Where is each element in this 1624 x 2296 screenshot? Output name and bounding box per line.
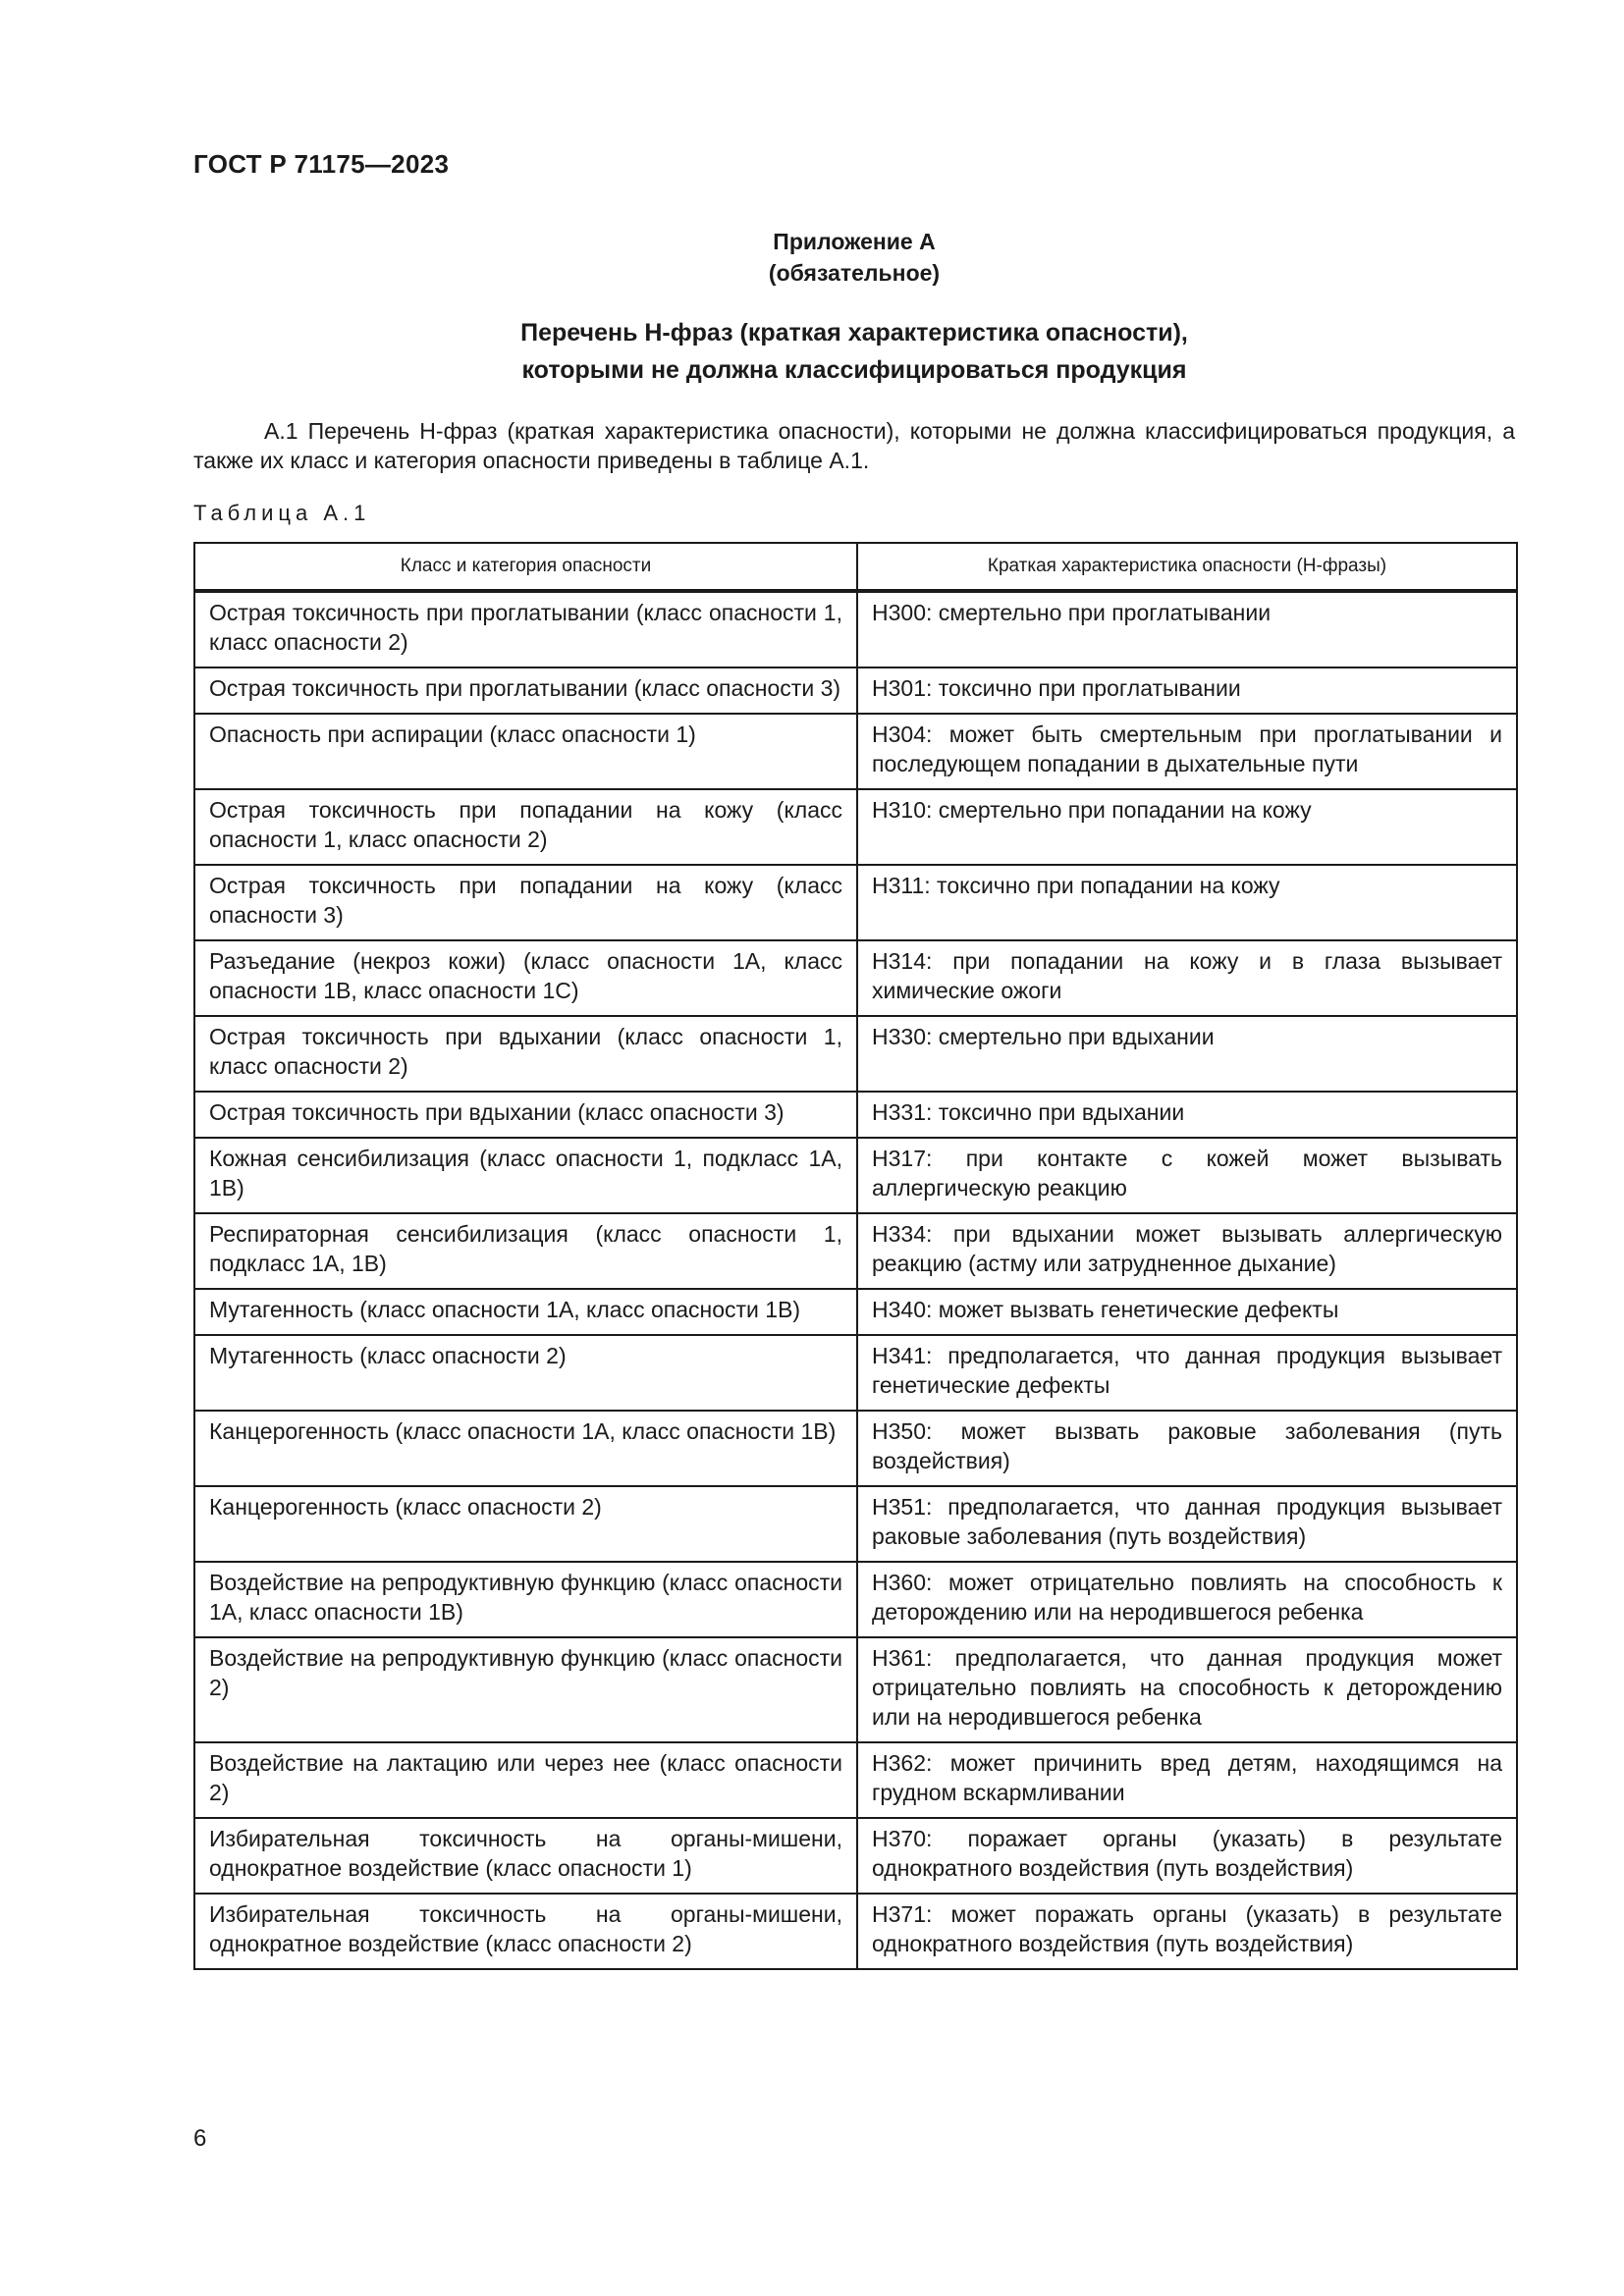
table-row — [194, 1637, 1517, 1742]
table-row — [194, 1742, 1517, 1818]
table-header-row — [194, 543, 1517, 591]
table-row — [194, 1138, 1517, 1213]
h-phrase-cell: Н371: может поражать органы (указать) в результате однократного воздействия (путь воздействия) — [857, 1894, 1517, 1969]
hazard-class-cell: Воздействие на репродуктивную функцию (класс опасности 2) — [194, 1637, 857, 1742]
hazard-class-cell: Воздействие на лактацию или через нее (класс опасности 2) — [194, 1742, 857, 1818]
hazard-class-cell: Разъедание (некроз кожи) (класс опасности 1А, класс опасности 1В, класс опасности 1С) — [194, 940, 857, 1016]
table-row — [194, 714, 1517, 789]
h-phrase-cell: Н314: при попадании на кожу и в глаза вызывает химические ожоги — [857, 940, 1517, 1016]
h-phrase-cell: Н317: при контакте с кожей может вызывать аллергическую реакцию — [857, 1138, 1517, 1213]
hazard-class-cell: Избирательная токсичность на органы-мишени, однократное воздействие (класс опасности 2) — [194, 1894, 857, 1969]
hazard-class-cell: Опасность при аспирации (класс опасности 1) — [194, 714, 857, 789]
intro-paragraph: А.1 Перечень Н-фраз (краткая характеристика опасности), которыми не должна классифицироваться продукция, а также их класс и категория опасности приведены в таблице А.1. — [193, 418, 1515, 473]
table-row — [194, 667, 1517, 714]
header-hazard-class: Класс и категория опасности — [194, 543, 857, 591]
h-phrase-cell: Н334: при вдыхании может вызывать аллергическую реакцию (астму или затрудненное дыхание) — [857, 1213, 1517, 1289]
hazard-class-cell: Острая токсичность при проглатывании (класс опасности 3) — [194, 667, 857, 714]
table-row — [194, 1213, 1517, 1289]
h-phrase-cell: Н360: может отрицательно повлиять на способность к деторождению или на неродившегося ребенка — [857, 1562, 1517, 1637]
h-phrase-cell: Н331: токсично при вдыхании — [857, 1092, 1517, 1138]
appendix-label: Приложение А — [773, 229, 936, 254]
appendix-title — [193, 314, 1515, 389]
header-h-phrase: Краткая характеристика опасности (Н-фразы) — [857, 543, 1517, 591]
table-row — [194, 865, 1517, 940]
table-row — [194, 1016, 1517, 1092]
hazard-class-cell: Острая токсичность при попадании на кожу (класс опасности 1, класс опасности 2) — [194, 789, 857, 865]
h-phrase-cell: Н370: поражает органы (указать) в результате однократного воздействия (путь воздействия) — [857, 1818, 1517, 1894]
h-phrase-cell: Н340: может вызвать генетические дефекты — [857, 1289, 1517, 1335]
table-caption: Таблица А.1 — [193, 501, 371, 525]
appendix-status: (обязательное) — [768, 260, 941, 286]
table-row — [194, 1818, 1517, 1894]
table-row — [194, 1894, 1517, 1969]
table-row — [194, 789, 1517, 865]
title-line-2: которыми не должна классифицироваться продукция — [521, 356, 1187, 384]
hazard-class-cell: Острая токсичность при вдыхании (класс опасности 1, класс опасности 2) — [194, 1016, 857, 1092]
h-phrase-cell: Н362: может причинить вред детям, находящимся на грудном вскармливании — [857, 1742, 1517, 1818]
h-phrase-cell: Н341: предполагается, что данная продукция вызывает генетические дефекты — [857, 1335, 1517, 1411]
h-phrase-cell: Н330: смертельно при вдыхании — [857, 1016, 1517, 1092]
hazard-class-cell: Канцерогенность (класс опасности 2) — [194, 1486, 857, 1562]
hazard-class-cell: Острая токсичность при вдыхании (класс опасности 3) — [194, 1092, 857, 1138]
document-code: ГОСТ Р 71175—2023 — [193, 149, 450, 179]
hazard-table — [193, 542, 1518, 1970]
h-phrase-cell: Н301: токсично при проглатывании — [857, 667, 1517, 714]
h-phrase-cell: Н350: может вызвать раковые заболевания (путь воздействия) — [857, 1411, 1517, 1486]
hazard-class-cell: Мутагенность (класс опасности 1А, класс опасности 1В) — [194, 1289, 857, 1335]
hazard-class-cell: Мутагенность (класс опасности 2) — [194, 1335, 857, 1411]
hazard-class-cell: Острая токсичность при попадании на кожу (класс опасности 3) — [194, 865, 857, 940]
table-row — [194, 940, 1517, 1016]
hazard-class-cell: Канцерогенность (класс опасности 1А, класс опасности 1В) — [194, 1411, 857, 1486]
h-phrase-cell: Н351: предполагается, что данная продукция вызывает раковые заболевания (путь воздействия) — [857, 1486, 1517, 1562]
h-phrase-cell: Н311: токсично при попадании на кожу — [857, 865, 1517, 940]
hazard-class-cell: Острая токсичность при проглатывании (класс опасности 1, класс опасности 2) — [194, 591, 857, 667]
appendix-heading — [193, 226, 1515, 289]
h-phrase-cell: Н304: может быть смертельным при проглатывании и последующем попадании в дыхательные пути — [857, 714, 1517, 789]
table-row — [194, 1335, 1517, 1411]
h-phrase-cell: Н361: предполагается, что данная продукция может отрицательно повлиять на способность к деторождению или на неродившегося ребенка — [857, 1637, 1517, 1742]
table-row — [194, 1562, 1517, 1637]
h-phrase-cell: Н310: смертельно при попадании на кожу — [857, 789, 1517, 865]
table-row — [194, 1411, 1517, 1486]
h-phrase-cell: Н300: смертельно при проглатывании — [857, 591, 1517, 667]
hazard-class-cell: Респираторная сенсибилизация (класс опасности 1, подкласс 1А, 1В) — [194, 1213, 857, 1289]
title-line-1: Перечень Н-фраз (краткая характеристика опасности), — [520, 319, 1188, 347]
hazard-class-cell: Кожная сенсибилизация (класс опасности 1, подкласс 1А, 1В) — [194, 1138, 857, 1213]
hazard-class-cell: Избирательная токсичность на органы-мишени, однократное воздействие (класс опасности 1) — [194, 1818, 857, 1894]
hazard-class-cell: Воздействие на репродуктивную функцию (класс опасности 1А, класс опасности 1В) — [194, 1562, 857, 1637]
table-body — [194, 591, 1517, 1969]
table-row — [194, 591, 1517, 667]
table-row — [194, 1289, 1517, 1335]
table-row — [194, 1092, 1517, 1138]
table-row — [194, 1486, 1517, 1562]
page-number: 6 — [193, 2125, 207, 2152]
